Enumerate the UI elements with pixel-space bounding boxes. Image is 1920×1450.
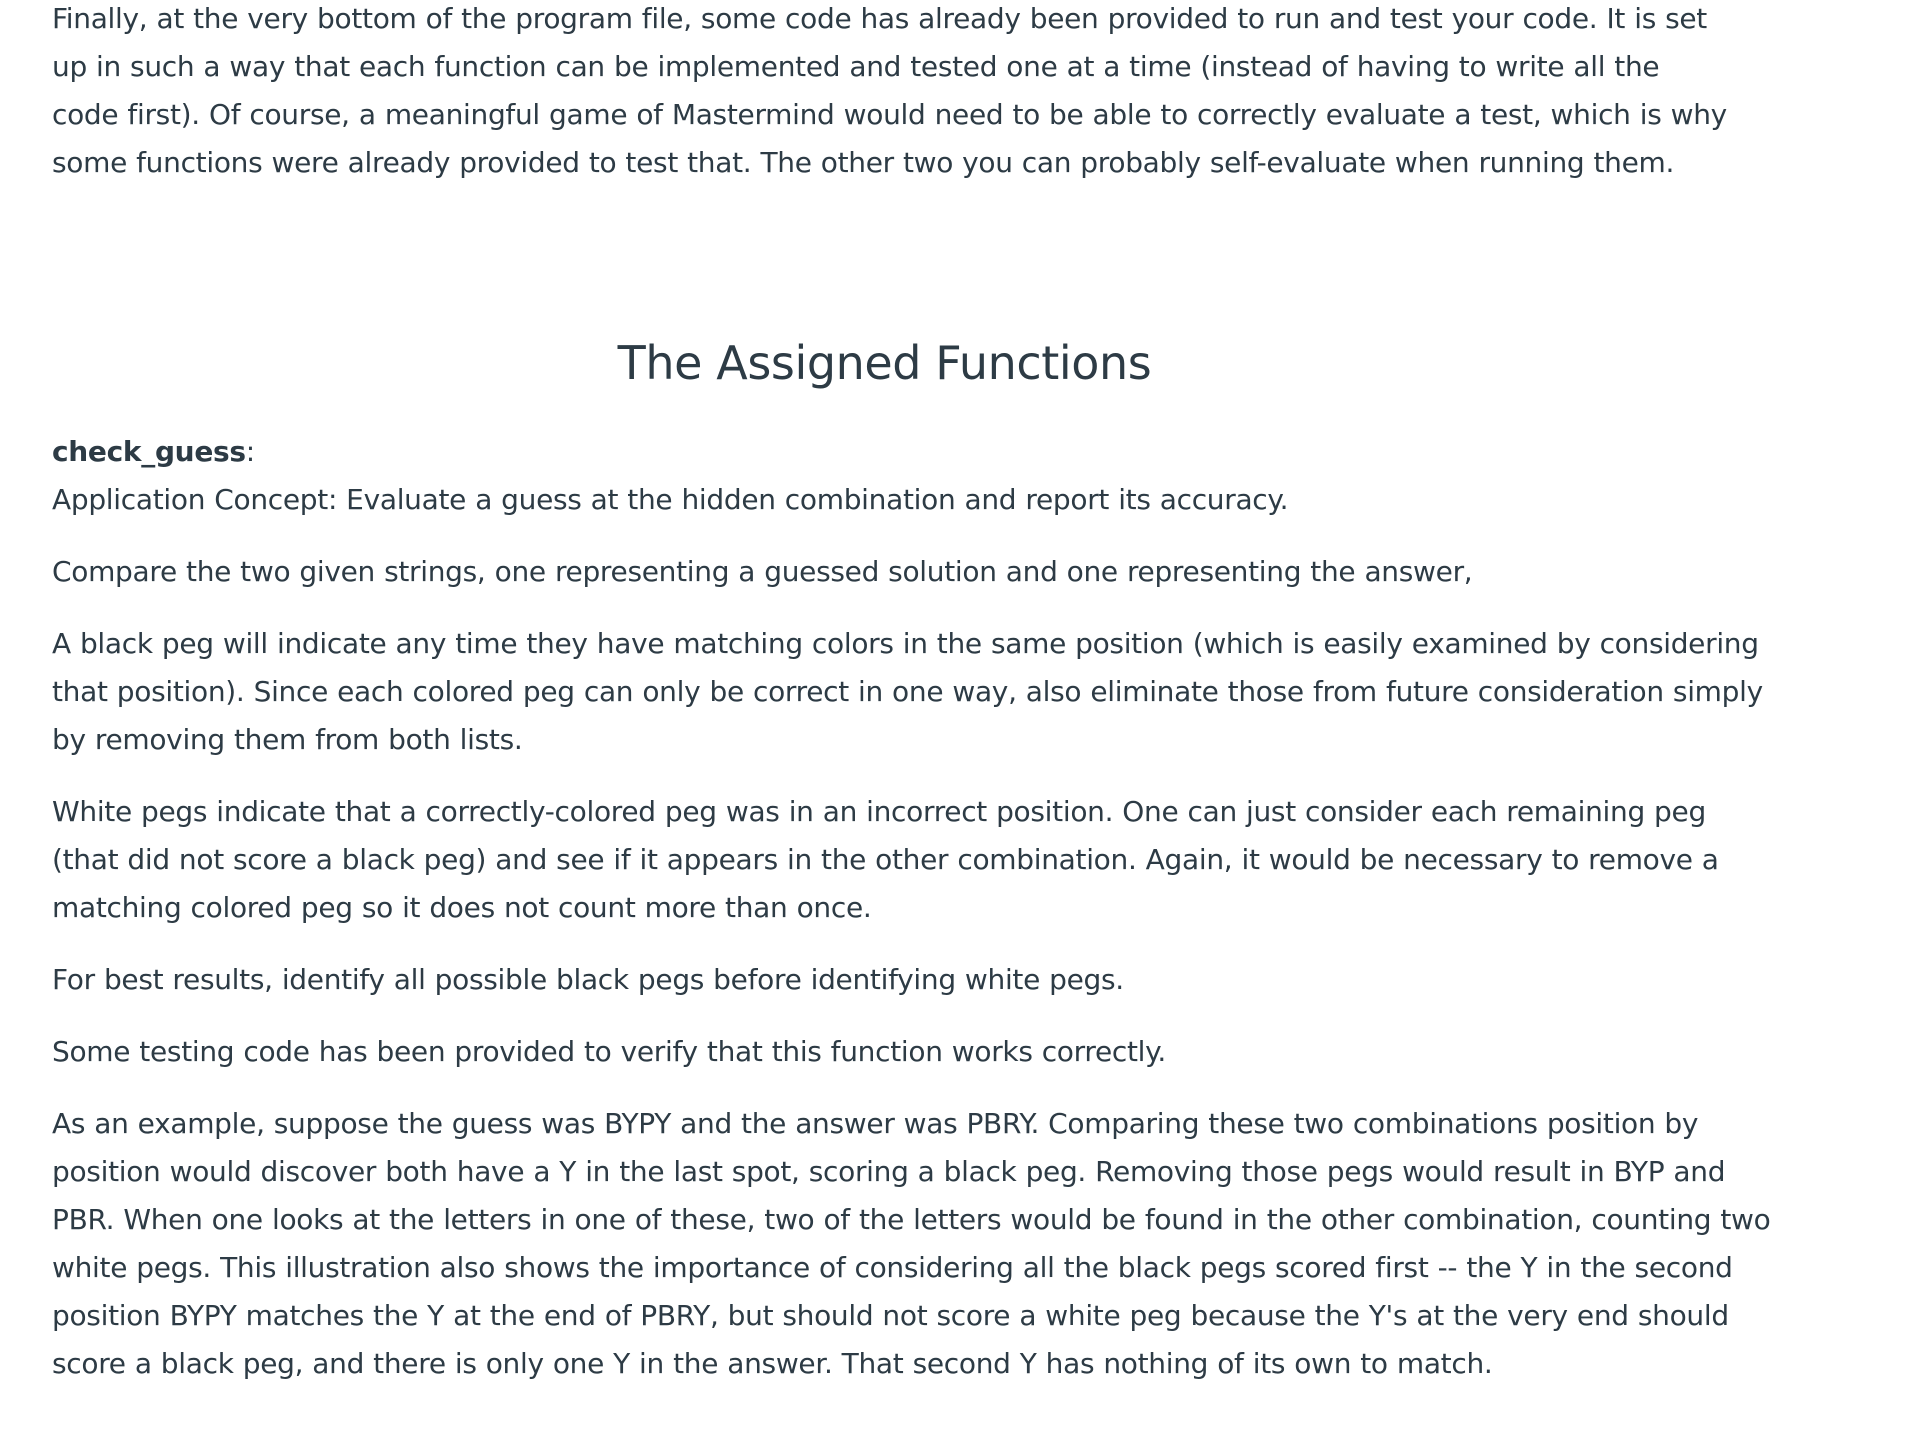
intro-paragraph: Finally, at the very bottom of the program file, some code has already been provided to run and test your code. It is set up in such a way that each function can be implemented and tested one at a time (instead of having to write all the code first). Of course, a meaningful game of Mastermind would need to be able to correctly evaluate a test, which is why some functions were already provided to test that. The other two you can probably self-evaluate when running them.	[52, 2, 1727, 179]
function-description	[52, 428, 1772, 1388]
white-pegs-paragraph: White pegs indicate that a correctly-colored peg was in an incorrect position. One can just consider each remaining peg (that did not score a black peg) and see if it appears in the other combination. Again, it would be necessary to remove a matching colored peg so it does not count more than once.	[52, 795, 1719, 924]
section-heading: The Assigned Functions	[617, 336, 1152, 390]
testing-paragraph: Some testing code has been provided to verify that this function works correctly.	[52, 1035, 1167, 1068]
example-paragraph: As an example, suppose the guess was BYPY and the answer was PBRY. Comparing these two combinations position by position would discover both have a Y in the last spot, scoring a black peg. Removing those pegs would result in BYP and PBR. When one looks at the letters in one of these, two of the letters would be found in the other combination, counting two white pegs. This illustration also shows the importance of considering all the black pegs scored first -- the Y in the second position BYPY matches the Y at the end of PBRY, but should not score a white peg because the Y's at the very end should score a black peg, and there is only one Y in the answer. That second Y has nothing of its own to match.	[52, 1107, 1771, 1380]
compare-paragraph: Compare the two given strings, one representing a guessed solution and one representing the answer,	[52, 555, 1473, 588]
function-name: check_guess	[52, 435, 246, 468]
function-header	[52, 428, 1772, 476]
function-name-suffix: :	[245, 435, 255, 468]
black-pegs-paragraph: A black peg will indicate any time they have matching colors in the same position (which is easily examined by considering that position). Since each colored peg can only be correct in one way, also eliminate those from future consideration simply by removing them from both lists.	[52, 627, 1763, 756]
application-concept: Application Concept: Evaluate a guess at the hidden combination and report its accuracy.	[52, 483, 1289, 516]
best-results-paragraph: For best results, identify all possible black pegs before identifying white pegs.	[52, 963, 1124, 996]
